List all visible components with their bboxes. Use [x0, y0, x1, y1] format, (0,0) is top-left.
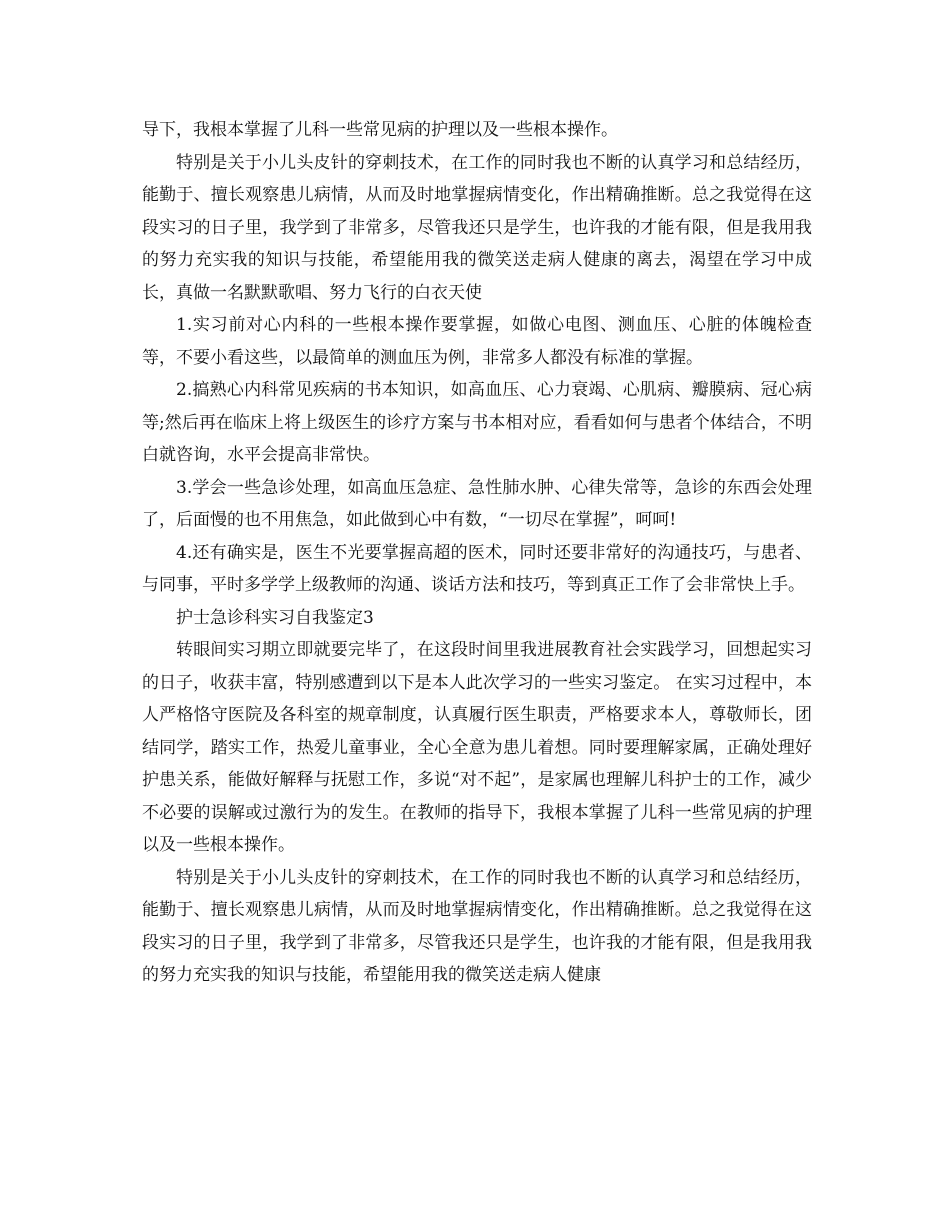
list-item: 2.搞熟心内科常见疾病的书本知识，如高血压、心力衰竭、心肌病、瓣膜病、冠心病等;然后再在临床上将上级医生的诊疗方案与书本相对应，看看如何与患者个体结合，不明白就咨询，水平会提高非常快。	[142, 380, 812, 465]
paragraph: 特别是关于小儿头皮针的穿刺技术，在工作的同时我也不断的认真学习和总结经历，能勤于、擅长观察患儿病情，从而及时地掌握病情变化，作出精确推断。总之我觉得在这段实习的日子里，我学到了非常多，尽管我还只是学生，也许我的才能有限，但是我用我的努力充实我的知识与技能，希望能用我的微笑送走病人健康	[142, 867, 812, 985]
list-item: 4.还有确实是，医生不光要掌握高超的医术，同时还要非常好的沟通技巧，与患者、与同事，平时多学学上级教师的沟通、谈话方法和技巧，等到真正工作了会非常快上手。	[142, 542, 812, 595]
paragraph: 转眼间实习期立即就要完毕了，在这段时间里我进展教育社会实践学习，回想起实习的日子，收获丰富，特别感遭到以下是本人此次学习的一些实习鉴定。 在实习过程中，本人严格恪守医院及各科室的规章制度，认真履行医生职责，严格要求本人，尊敬师长，团结同学，踏实工作，热爱儿童事业，全心全意为患儿着想。同时要理解家属，正确处理好护患关系，能做好解释与抚慰工作，多说“对不起”，是家属也理解儿科护士的工作，减少不必要的误解或过激行为的发生。在教师的指导下，我根本掌握了儿科一些常见病的护理以及一些根本操作。	[142, 640, 812, 855]
section-heading: 护士急诊科实习自我鉴定3	[176, 607, 374, 628]
document-page	[142, 114, 812, 992]
paragraph: 导下，我根本掌握了儿科一些常见病的护理以及一些根本操作。	[142, 120, 618, 140]
list-item: 1.实习前对心内科的一些根本操作要掌握，如做心电图、测血压、心脏的体魄检查等，不要小看这些，以最简单的测血压为例，非常多人都没有标准的掌握。	[142, 315, 812, 368]
list-item: 3.学会一些急诊处理，如高血压急症、急性肺水肿、心律失常等，急诊的东西会处理了，后面慢的也不用焦急，如此做到心中有数，“一切尽在掌握”，呵呵!	[142, 477, 812, 530]
paragraph: 特别是关于小儿头皮针的穿刺技术，在工作的同时我也不断的认真学习和总结经历，能勤于、擅长观察患儿病情，从而及时地掌握病情变化，作出精确推断。总之我觉得在这段实习的日子里，我学到了非常多，尽管我还只是学生，也许我的才能有限，但是我用我的努力充实我的知识与技能，希望能用我的微笑送走病人健康的离去，渴望在学习中成长，真做一名默默歌唱、努力飞行的白衣天使	[142, 152, 812, 303]
